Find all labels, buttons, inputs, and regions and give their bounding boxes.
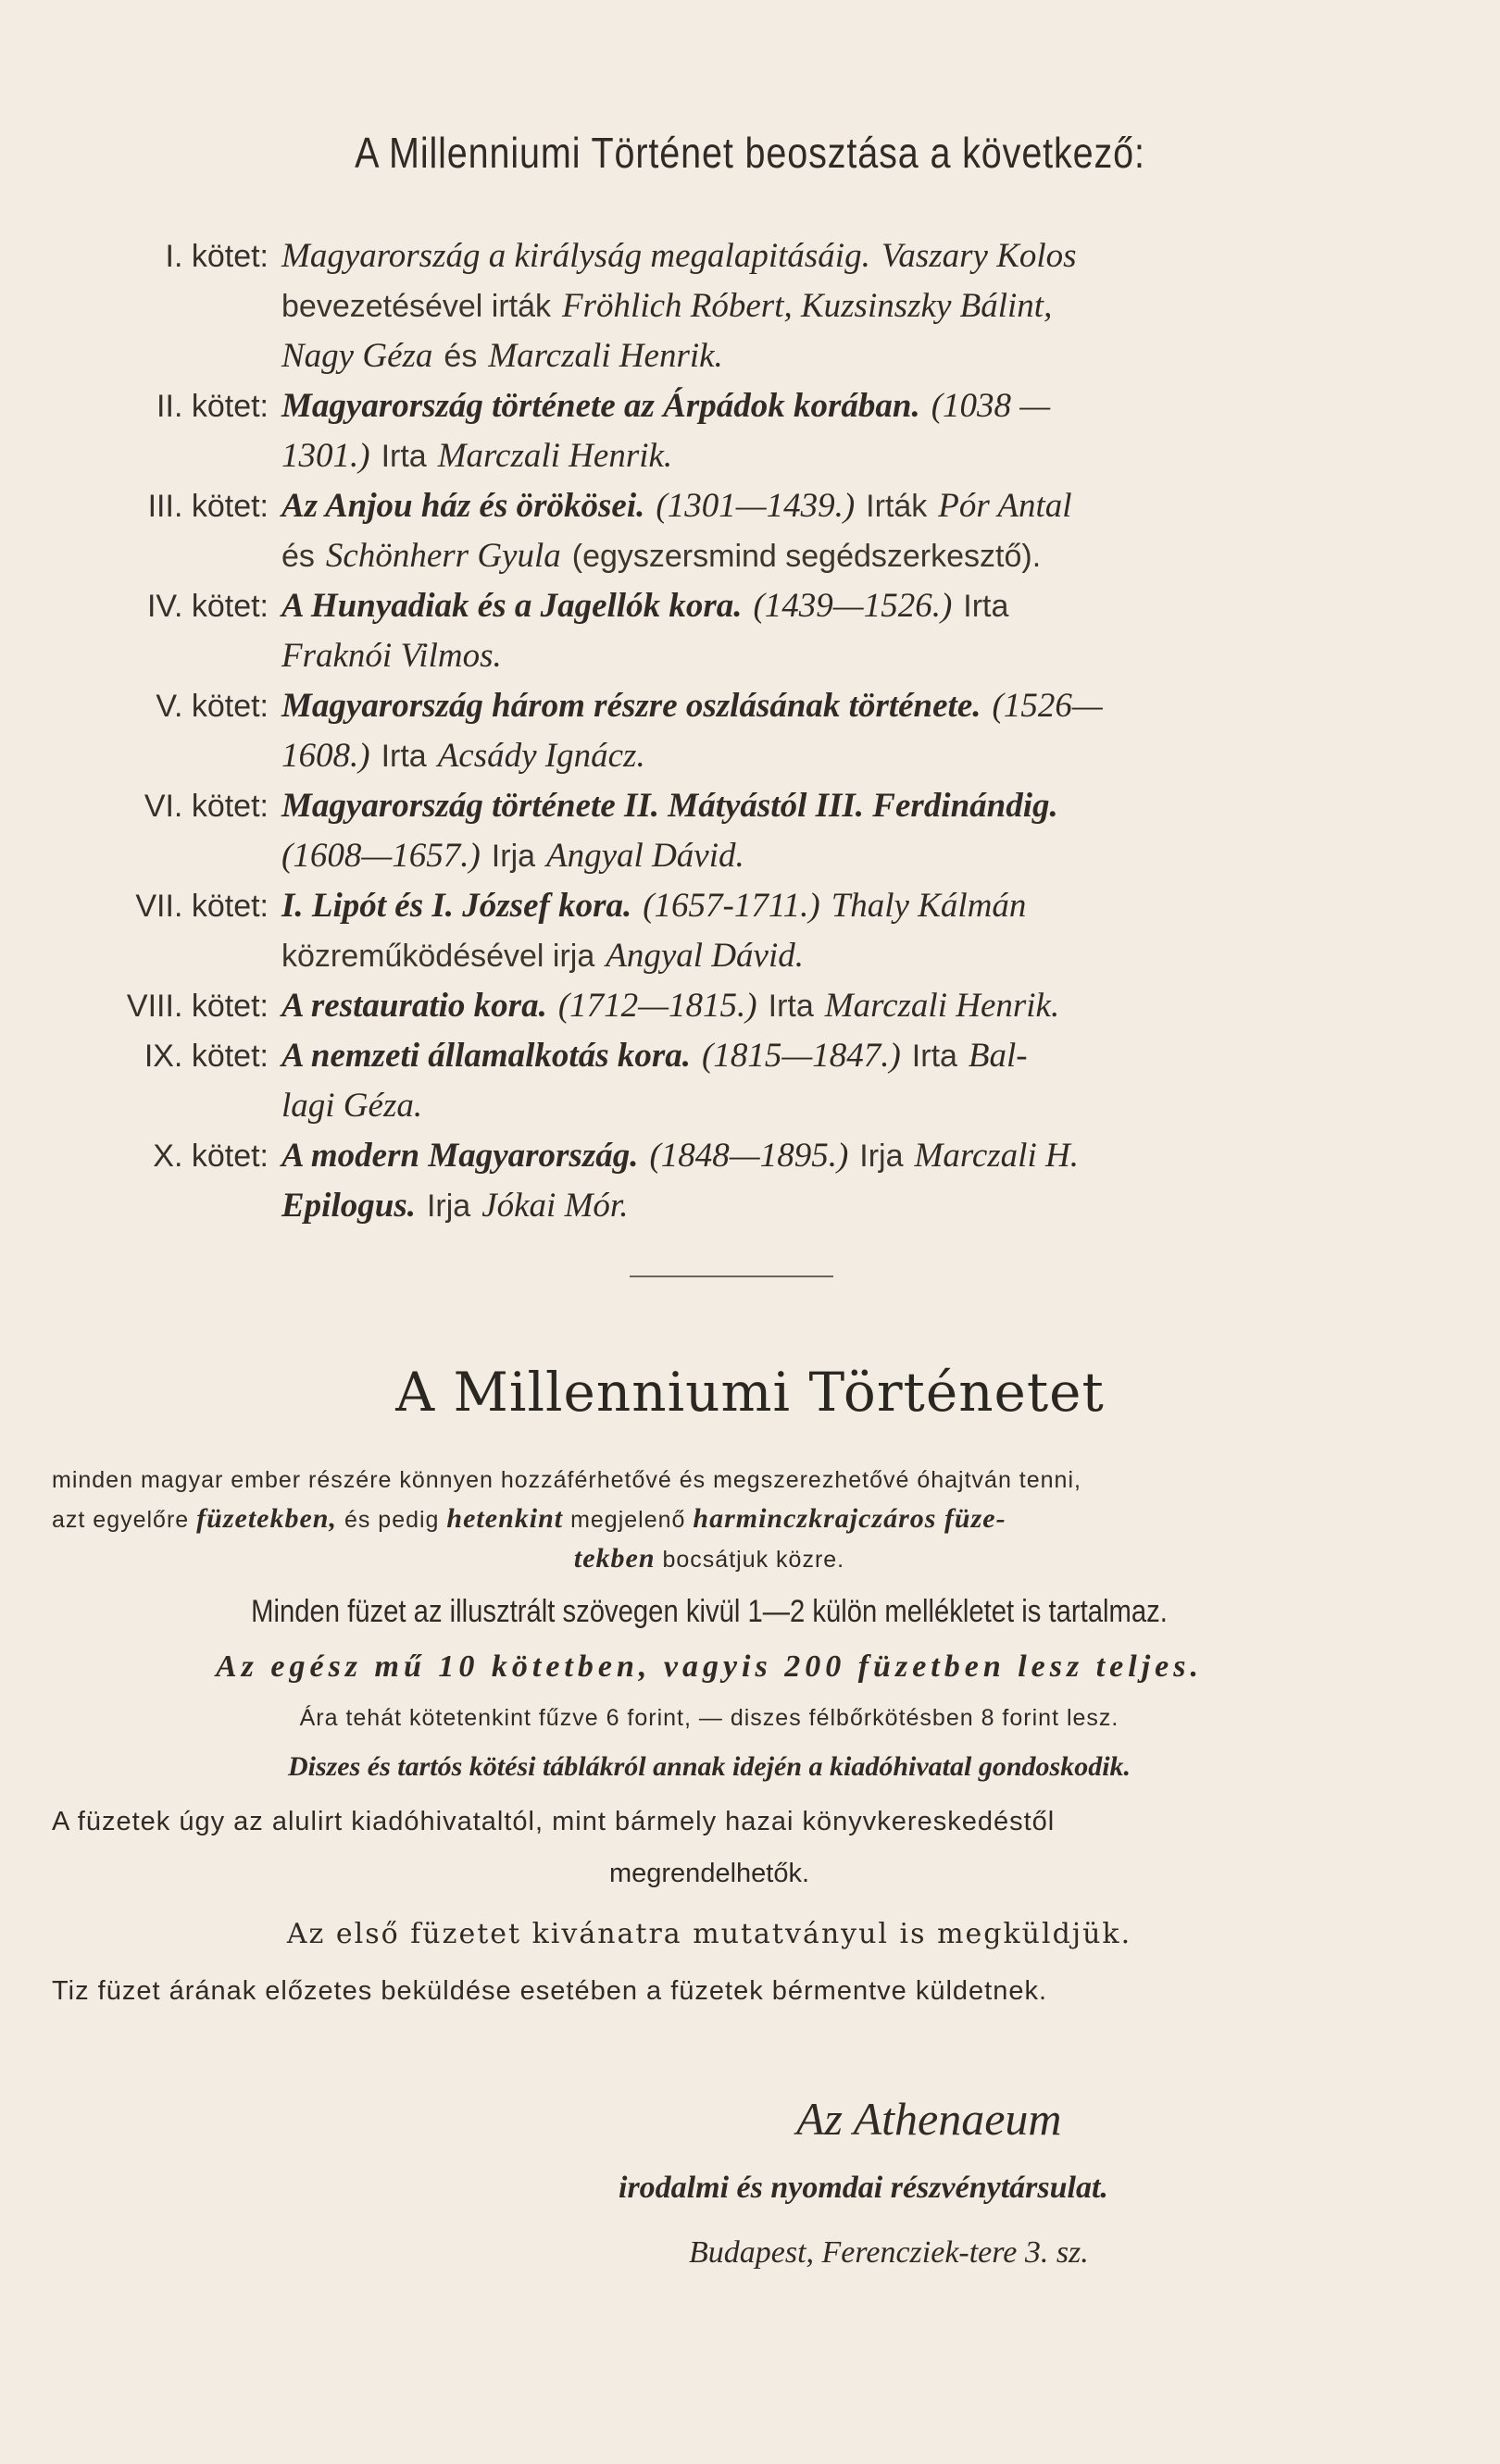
volume-authors: Fröhlich Róbert, Kuzsinszky Bálint, [562,287,1053,325]
section-title: A Millenniumi Történetet [395,1361,1105,1424]
intro-emph: füzetekben, [196,1503,337,1534]
intro-line-3 [52,1539,1367,1579]
volume-text: és [444,339,478,374]
price-line: Ára tehát kötetenkint fűzve 6 forint, — diszes félbőrkötésben 8 forint lesz. [299,1705,1119,1731]
volume-author: Jókai Mór. [481,1187,629,1225]
volume-body [281,231,1370,381]
volume-by: Irta [963,589,1009,624]
publisher-address: Budapest, Ferencziek-tere 3. sz. [689,2235,1089,2270]
volume-by: Irták [866,489,928,524]
volume-title: Magyarország három részre oszlásának története. [281,687,981,725]
intro-text: és pedig [344,1507,440,1533]
intro-emph: hetenkint [446,1503,564,1534]
intro-text: bocsátjuk közre. [662,1547,845,1573]
volume-body [281,481,1370,581]
volume-dates: (1608—1657.) [281,837,481,875]
volume-item-3 [93,481,1370,581]
volume-body [281,581,1370,681]
volume-title: A nemzeti államalkotás kora. [281,1037,691,1075]
volume-label: I. kötet: [165,239,269,274]
volume-item-7 [93,881,1370,981]
publisher-name: Az Athenaeum [796,2093,1062,2145]
volume-label: X. kötet: [153,1139,269,1174]
volume-dates: (1038 — [931,387,1051,425]
order-line: A füzetek úgy az alulirt kiadóhivataltól, mint bármely hazai könyvkereskedéstől [52,1807,1056,1836]
volume-dates: 1301.) [281,437,370,475]
volume-by: Irta [768,989,814,1024]
volume-text: és [281,539,315,574]
volume-author: Marczali Henrik. [488,337,723,375]
volume-label: IX. kötet: [144,1039,269,1074]
page-header: A Millenniumi Történet beosztása a következő: [355,129,1145,177]
volume-item-5 [93,681,1370,781]
volume-body [281,981,1370,1031]
volume-dates: (1301—1439.) [656,487,856,525]
volume-title: I. Lipót és I. József kora. [281,887,632,925]
volume-author: Schönherr Gyula [325,537,561,575]
volume-dates: (1439—1526.) [753,587,953,625]
volume-list [93,231,1370,1231]
volume-label: IV. kötet: [146,589,269,624]
volume-author: Angyal Dávid. [546,837,744,875]
volume-epilogue: Epilogus. [281,1187,416,1225]
volume-by: Irta [911,1039,957,1074]
volume-author: Marczali H. [914,1137,1079,1175]
ten-issues-line: Tiz füzet árának előzetes beküldése esetében a füzetek bérmentve küldetnek. [52,1976,1048,2006]
volume-by: Irta [381,439,427,474]
order-line-2: megrendelhetők. [608,1859,810,1888]
volume-title: Magyarország története az Árpádok korában. [281,387,920,425]
volume-author: Thaly Kálmán [831,887,1027,925]
volume-dates: 1608.) [281,737,370,775]
volume-author: Angyal Dávid. [606,937,804,975]
volume-item-4 [93,581,1370,681]
intro-line-2 [52,1500,1367,1539]
volume-item-1 [93,231,1370,381]
section-divider [630,1276,833,1277]
volume-author: Marczali Henrik. [824,987,1060,1025]
volume-item-10 [93,1131,1370,1231]
volume-label: V. kötet: [156,689,269,724]
volume-dates: (1657-1711.) [643,887,820,925]
volume-text: közreműködésével irja [281,939,595,974]
volume-body [281,381,1370,481]
volume-editor: Vaszary Kolos [881,237,1077,275]
volume-body [281,681,1370,781]
volume-by: Irja [491,839,536,874]
volume-item-2 [93,381,1370,481]
publisher-description: irodalmi és nyomdai részvénytársulat. [619,2171,1108,2205]
volume-title: Magyarország története II. Mátyástól III. Ferdinándig. [281,787,1058,825]
volume-by: Irja [859,1139,904,1174]
volume-label: II. kötet: [156,389,269,424]
volume-author: Nagy Géza [281,337,433,375]
volume-author: Fraknói Vilmos. [281,637,502,675]
volume-dates: (1712—1815.) [557,987,757,1025]
volume-label: VII. kötet: [135,889,269,924]
intro-text: azt egyelőre [52,1507,190,1533]
volume-note: (egyszersmind segédszerkesztő). [571,539,1042,574]
volume-item-8 [93,981,1370,1031]
volume-author: Pór Antal [938,487,1072,525]
volume-dates: (1526— [992,687,1103,725]
intro-emph: tekben [573,1543,656,1574]
volume-author: lagi Géza. [281,1087,423,1125]
volume-body [281,1031,1370,1131]
volume-title: Magyarország a királyság megalapitásáig. [281,237,870,275]
volume-body [281,881,1370,981]
supplements-line: Minden füzet az illusztrált szövegen kivül 1—2 külön mellékletet is tartalmaz. [251,1594,1168,1629]
volume-item-6 [93,781,1370,881]
volume-body [281,1131,1370,1231]
volume-by: Irta [381,739,427,774]
volume-label: VI. kötet: [144,789,269,824]
volume-dates: (1848—1895.) [649,1137,849,1175]
volume-label: VIII. kötet: [126,989,269,1024]
volume-item-9 [93,1031,1370,1131]
volume-author: Acsády Ignácz. [437,737,645,775]
binding-line: Diszes és tartós kötési táblákról annak idején a kiadóhivatal gondoskodik. [287,1751,1131,1782]
volume-title: A restauratio kora. [281,987,547,1025]
volume-text: bevezetésével irták [281,289,552,324]
intro-emph: harminczkrajczáros füze- [693,1503,1006,1534]
volume-body [281,781,1370,881]
volume-dates: (1815—1847.) [702,1037,901,1075]
volume-by: Irja [426,1188,471,1224]
complete-line: Az egész mű 10 kötetben, vagyis 200 füzetben lesz teljes. [215,1649,1203,1684]
intro-text: megjelenő [570,1507,686,1533]
intro-paragraph [52,1461,1367,1579]
volume-author: Marczali Henrik. [437,437,673,475]
volume-title: A modern Magyarország. [281,1137,639,1175]
volume-author: Bal- [968,1037,1028,1075]
volume-title: Az Anjou ház és örökösei. [281,487,645,525]
intro-line-1: minden magyar ember részére könnyen hozzáférhetővé és megszerezhetővé óhajtván tenni, [52,1467,1081,1493]
volume-title: A Hunyadiak és a Jagellók kora. [281,587,743,625]
sample-line: Az első füzetet kivánatra mutatványul is megküldjük. [286,1918,1132,1950]
volume-label: III. kötet: [147,489,269,524]
